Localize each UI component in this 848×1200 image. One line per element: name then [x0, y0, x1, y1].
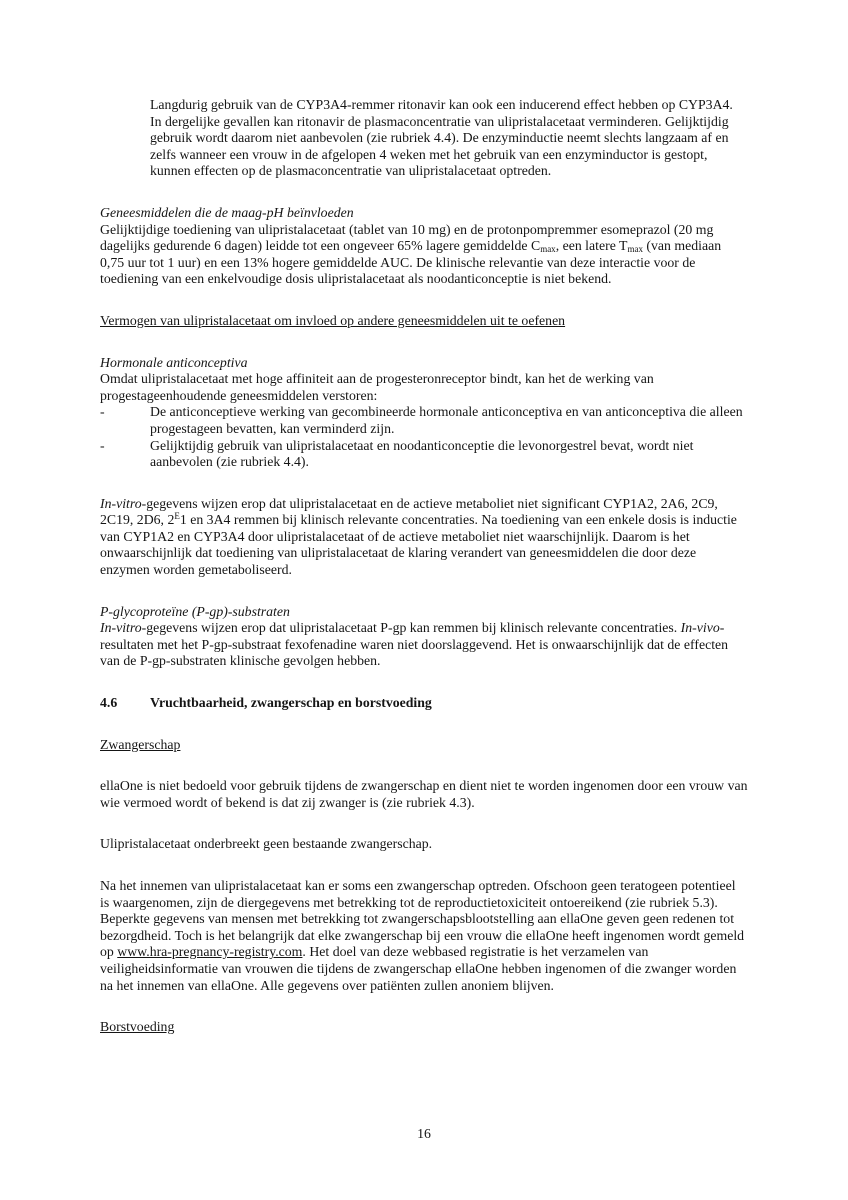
- paragraph-hormonale-intro: Omdat ulipristalacetaat met hoge affiniteit aan de progesteronreceptor bindt, kan het de werking van progestageenhoudende geneesmiddelen verstoren:: [100, 371, 654, 403]
- inline-text: . Het doel van deze webbased registratie is het verzamelen van veiligheidsinformatie van vrouwen die tijdens de zwangerschap ellaOne hebben ingenomen of die zwanger worden na het innemen van ellaOne. Alle gegevens over patiënten zullen anoniem blijven.: [100, 944, 737, 993]
- superscript-e: E: [174, 511, 180, 522]
- heading-pgp-substraten: P-glycoproteïne (P-gp)-substraten: [100, 603, 290, 619]
- document-body: [100, 97, 748, 1036]
- list-item-text: Gelijktijdig gebruik van ulipristalacetaat en noodanticonceptie die levonorgestrel bevat, wordt niet aanbevolen (zie rubriek 4.4).: [150, 437, 694, 470]
- inline-text: (van mediaan 0,75 uur tot 1 uur) en een 13% hogere gemiddelde AUC. De klinische relevantie van deze interactie voor de toediening van een enkelvoudige dosis ulipristalacetaat als noodanticonceptie is niet bekend.: [100, 238, 722, 287]
- paragraph-registry: [100, 878, 748, 994]
- list-item: [100, 404, 748, 437]
- paragraph-in-vitro: [100, 496, 748, 579]
- inline-text: -resultaten met het P-gp-substraat fexofenadine waren niet doorslaggevend. Het is onwaarschijnlijk dat de effecten van de P-gp-substraten klinische gevolgen hebben.: [100, 620, 729, 669]
- paragraph-ritonavir: Langdurig gebruik van de CYP3A4-remmer ritonavir kan ook een inducerend effect hebben op CYP3A4. In dergelijke gevallen kan ritonavir de plasmaconcentratie van ulipristalacetaat verminderen. Gelijktijdig gebruik wordt daarom niet aanbevolen (zie rubriek 4.4). De enzyminductie neemt slechts langzaam af en zelfs wanneer een vrouw in de afgelopen 4 weken met het gebruik van een enzyminductor is gestopt, kunnen effecten op de plasmaconcentratie van ulipristalacetaat optreden.: [150, 97, 733, 179]
- section-title: Vruchtbaarheid, zwangerschap en borstvoeding: [150, 695, 432, 711]
- inline-italic: In-vivo: [680, 620, 720, 636]
- paragraph-ellaone-gebruik: ellaOne is niet bedoeld voor gebruik tijdens de zwangerschap en dient niet te worden ingenomen door een vrouw van wie vermoed wordt of bekend is dat zij zwanger is (zie rubriek 4.3).: [100, 778, 748, 810]
- page-number: 16: [417, 1126, 431, 1141]
- inline-text: Na het innemen van ulipristalacetaat kan er soms een zwangerschap optreden. Ofschoon geen teratogeen potentieel is waargenomen, zijn de diergegevens met betrekking tot de reproductietoxiciteit ontoereikend (zie rubriek 5.3). Beperkte gegevens van mensen met betrekking tot zwangerschapsblootstelling aan ellaOne geven geen redenen tot bezorgdheid. Toch is het belangrijk dat elke zwangerschap bij een vrouw die ellaOne heeft ingenomen wordt gemeld op: [100, 878, 745, 960]
- paragraph-onderbreekt: Ulipristalacetaat onderbreekt geen bestaande zwangerschap.: [100, 836, 433, 852]
- subscript-max: max: [540, 244, 556, 255]
- heading-vermogen: Vermogen van ulipristalacetaat om invloed op andere geneesmiddelen uit te oefenen: [100, 312, 566, 328]
- heading-hormonale-anticonceptiva: Hormonale anticonceptiva: [100, 354, 248, 370]
- heading-maag-ph: Geneesmiddelen die de maag-pH beïnvloeden: [100, 204, 354, 220]
- inline-italic: In-vitro: [100, 495, 142, 511]
- list-item: [100, 438, 748, 471]
- heading-borstvoeding: Borstvoeding: [100, 1019, 175, 1035]
- inline-text: 1 en 3A4 remmen bij klinisch relevante concentraties. Na toediening van een enkele dosis is inductie van CYP1A2 en CYP3A4 door ulipristalacetaat of de actieve metaboliet niet waarschijnlijk. Daarom is het onwaarschijnlijk dat toediening van ulipristalacetaat de klaring verandert van geneesmiddelen die door deze enzymen worden gemetaboliseerd.: [100, 512, 737, 578]
- pregnancy-registry-link[interactable]: www.hra-pregnancy-registry.com: [117, 944, 303, 960]
- inline-text: -gegevens wijzen erop dat ulipristalacetaat P-gp kan remmen bij klinisch relevante concentraties.: [141, 620, 681, 636]
- subscript-max: max: [627, 244, 643, 255]
- paragraph-maag-ph: [100, 222, 748, 288]
- section-number: 4.6: [100, 695, 118, 711]
- inline-italic: In-vitro: [100, 620, 142, 636]
- inline-text: -gegevens wijzen erop dat ulipristalacetaat en de actieve metaboliet niet significant CYP1A2, 2A6, 2C9, 2C19, 2D6, 2: [100, 495, 718, 528]
- paragraph-pgp: [100, 620, 748, 670]
- heading-zwangerschap: Zwangerschap: [100, 736, 181, 752]
- inline-text: , een latere T: [555, 238, 628, 254]
- bullet-dash: -: [100, 404, 105, 420]
- bullet-dash: -: [100, 437, 105, 453]
- inline-text: Gelijktijdige toediening van ulipristalacetaat (tablet van 10 mg) en de protonpompremmer esomeprazol (20 mg dagelijks gedurende 6 dagen) leidde tot een ongeveer 65% lagere gemiddelde C: [100, 221, 714, 254]
- section-heading-4-6: [100, 695, 748, 712]
- list-item-text: De anticonceptieve werking van gecombineerde hormonale anticonceptiva en van anticonceptiva die alleen progestageen bevatten, kan verminderd zijn.: [150, 404, 743, 436]
